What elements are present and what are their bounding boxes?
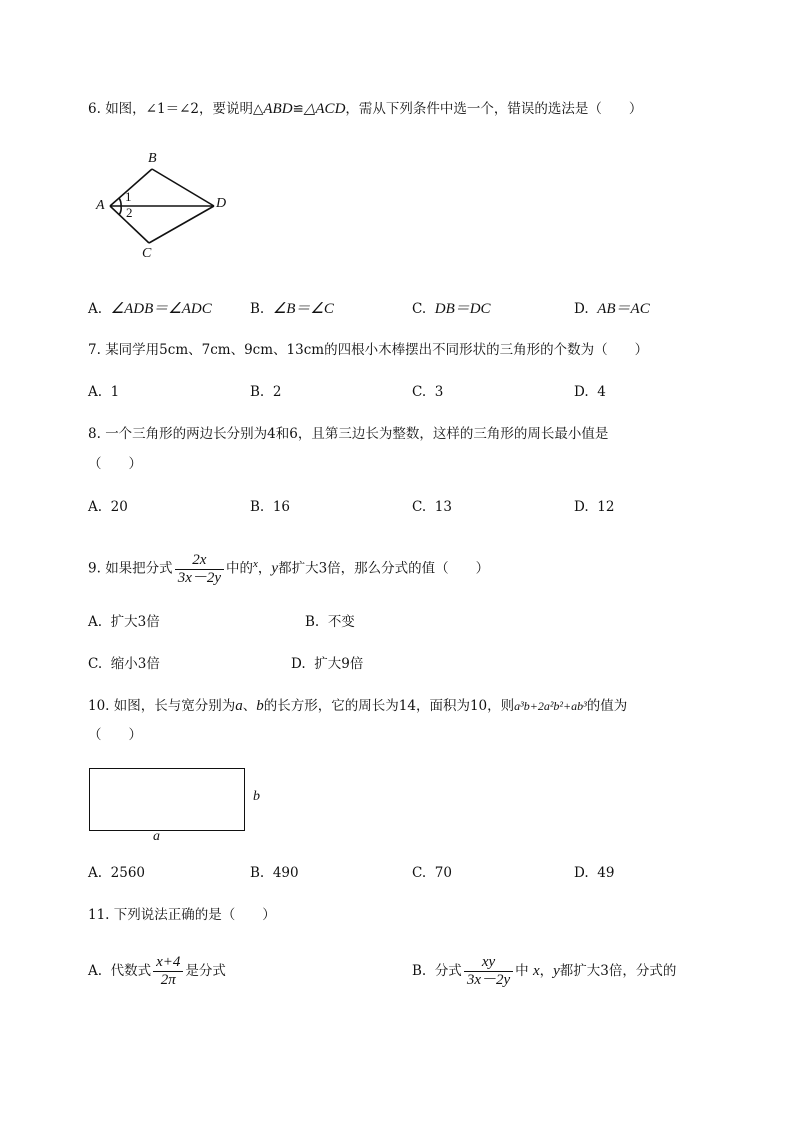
q7-option-c[interactable] xyxy=(412,383,443,401)
q10-expression: a³b+2a²b²+ab³ xyxy=(514,699,587,713)
q6-angle-arc-1 xyxy=(119,198,121,206)
option-label: D. xyxy=(574,301,589,317)
q10-option-c[interactable] xyxy=(412,864,452,882)
option-label: D. xyxy=(574,865,589,881)
q11-opta-text-a: 代数式 xyxy=(110,963,152,979)
option-label: A. xyxy=(88,499,103,515)
q10-text-a: 如图，长与宽分别为 xyxy=(113,698,236,714)
option-label: D. xyxy=(574,499,589,515)
q11-optb-frac-num: xy xyxy=(464,954,513,972)
option-label: D. xyxy=(574,384,589,400)
option-text: 缩小3倍 xyxy=(110,656,160,672)
q7-option-a[interactable] xyxy=(88,383,119,401)
q9-text-a: 如果把分式 xyxy=(105,560,173,577)
option-text: 不变 xyxy=(327,614,355,630)
q7-stem xyxy=(88,341,648,359)
option-label: B. xyxy=(305,614,320,630)
q8-option-a[interactable] xyxy=(88,498,128,516)
q9-text-b: 中的 xyxy=(226,560,254,577)
option-text: 扩大9倍 xyxy=(314,656,364,672)
q6-option-c[interactable] xyxy=(412,300,491,318)
q6-option-b[interactable] xyxy=(250,300,334,318)
q8-number: 8. xyxy=(88,426,101,442)
option-label: A. xyxy=(88,384,103,400)
q6-tri2: △ACD xyxy=(303,101,346,117)
q8-option-c[interactable] xyxy=(412,498,452,516)
q11-option-b[interactable] xyxy=(412,952,676,990)
q11-opta-fraction xyxy=(153,954,183,989)
option-text: AB＝AC xyxy=(597,301,650,317)
q6-cong: ≌ xyxy=(292,101,304,117)
option-text: 13 xyxy=(434,499,452,515)
q9-var-x: x xyxy=(253,558,258,570)
option-label: B. xyxy=(250,865,265,881)
option-text: 49 xyxy=(597,865,615,881)
option-text: 2 xyxy=(272,384,282,400)
q6-label-a: A xyxy=(96,198,105,213)
q7-option-d[interactable] xyxy=(574,383,606,401)
option-label: D. xyxy=(291,656,306,672)
q6-angle-arc-2 xyxy=(119,206,121,215)
q10-number: 10. xyxy=(88,698,110,714)
q11-optb-var-x: x xyxy=(532,963,540,979)
q9-frac-den: 3x－2y xyxy=(177,569,222,586)
q10-option-d[interactable] xyxy=(574,864,614,882)
option-text: ∠B＝∠C xyxy=(272,301,334,317)
option-text: 16 xyxy=(272,499,290,515)
option-label: B. xyxy=(250,384,265,400)
q10-option-b[interactable] xyxy=(250,864,299,882)
q11-stem xyxy=(88,906,276,924)
option-label: B. xyxy=(412,963,427,979)
q6-label-angle2: 2 xyxy=(126,205,133,220)
q11-optb-frac-den: 3x－2y xyxy=(466,972,511,988)
q10-text-line2: （ ） xyxy=(88,727,142,743)
q10-text-b: 的长方形，它的周长为14，面积为10，则 xyxy=(263,698,515,714)
q6-label-angle1: 1 xyxy=(125,189,132,204)
q8-text-line2: （ ） xyxy=(88,456,142,472)
option-label: B. xyxy=(250,499,265,515)
q9-option-b[interactable] xyxy=(305,613,355,631)
option-label: C. xyxy=(88,656,103,672)
q6-text-b: ，需从下列条件中选一个，错误的选法是（ ） xyxy=(345,101,643,117)
q10-text-c: 的值为 xyxy=(586,698,628,714)
option-label: C. xyxy=(412,865,427,881)
option-text: 扩大3倍 xyxy=(110,614,160,630)
q9-fraction xyxy=(175,552,224,587)
q8-option-b[interactable] xyxy=(250,498,290,516)
option-text: 12 xyxy=(597,499,615,515)
option-text: 70 xyxy=(434,865,452,881)
q10-option-a[interactable] xyxy=(88,864,145,882)
q11-opta-frac-num: x+4 xyxy=(153,954,183,972)
q10-label-a: a xyxy=(153,829,160,844)
q6-label-d: D xyxy=(216,196,227,211)
q6-edge-cd xyxy=(149,206,214,243)
q6-text-a: 如图，∠1＝∠2，要说明△ xyxy=(105,101,264,117)
q9-number: 9. xyxy=(88,560,101,577)
q9-stem xyxy=(88,545,489,588)
option-label: B. xyxy=(250,301,265,317)
q10-var-a: a xyxy=(235,698,243,714)
q10-rectangle-figure xyxy=(89,768,245,831)
q6-label-c: C xyxy=(142,246,152,261)
q9-option-d[interactable] xyxy=(291,655,363,673)
q6-option-d[interactable] xyxy=(574,300,650,318)
option-text: 2560 xyxy=(110,865,145,881)
q6-edge-bd xyxy=(152,169,214,206)
q9-var-y: y xyxy=(271,560,279,577)
q10-stem xyxy=(88,697,627,715)
option-label: A. xyxy=(88,614,103,630)
q11-optb-text-b: 中 xyxy=(515,963,529,979)
q11-text: 下列说法正确的是（ ） xyxy=(113,907,276,923)
option-text: ∠ADB＝∠ADC xyxy=(110,301,212,317)
option-label: A. xyxy=(88,865,103,881)
option-text: DB＝DC xyxy=(434,301,491,317)
option-label: C. xyxy=(412,499,427,515)
q9-text-c: 都扩大3倍，那么分式的值（ ） xyxy=(278,560,490,577)
q11-opta-text-b: 是分式 xyxy=(185,963,226,979)
q11-optb-fraction xyxy=(464,954,513,989)
option-text: 3 xyxy=(434,384,444,400)
q11-option-a[interactable] xyxy=(88,952,226,990)
q7-number: 7. xyxy=(88,342,101,358)
q11-optb-sep: ， xyxy=(539,963,554,979)
q10-var-b: b xyxy=(256,698,264,714)
option-label: C. xyxy=(412,301,427,317)
q11-opta-frac-den: 2π xyxy=(160,972,176,988)
q9-frac-num: 2x xyxy=(175,552,224,570)
q6-stem xyxy=(88,100,642,118)
q6-number: 6. xyxy=(88,101,101,117)
q9-option-c[interactable] xyxy=(88,655,160,673)
q10-label-b: b xyxy=(253,789,260,804)
option-label: A. xyxy=(88,301,103,317)
q8-stem xyxy=(88,425,608,443)
option-text: 4 xyxy=(597,384,606,400)
option-label: A. xyxy=(88,963,103,979)
q9-sep: ， xyxy=(257,560,272,577)
q6-label-b: B xyxy=(148,151,157,166)
q8-option-d[interactable] xyxy=(574,498,614,516)
q6-option-a[interactable] xyxy=(88,300,212,318)
q11-optb-text-a: 分式 xyxy=(434,963,462,979)
q9-option-a[interactable] xyxy=(88,613,160,631)
q11-optb-var-y: y xyxy=(553,963,560,979)
q6-tri1: ABD xyxy=(263,101,293,117)
option-text: 490 xyxy=(272,865,299,881)
q7-option-b[interactable] xyxy=(250,383,281,401)
option-text: 1 xyxy=(110,384,120,400)
q8-text: 一个三角形的两边长分别为4和6，且第三边长为整数，这样的三角形的周长最小值是 xyxy=(105,426,609,442)
option-label: C. xyxy=(412,384,427,400)
option-text: 20 xyxy=(110,499,128,515)
q11-optb-text-c: 都扩大3倍，分式的 xyxy=(559,963,677,979)
q7-text: 某同学用5cm、7cm、9cm、13cm的四根小木棒摆出不同形状的三角形的个数为（ ） xyxy=(105,342,649,358)
q10-sep: 、 xyxy=(242,698,257,714)
q11-number: 11. xyxy=(88,907,110,923)
